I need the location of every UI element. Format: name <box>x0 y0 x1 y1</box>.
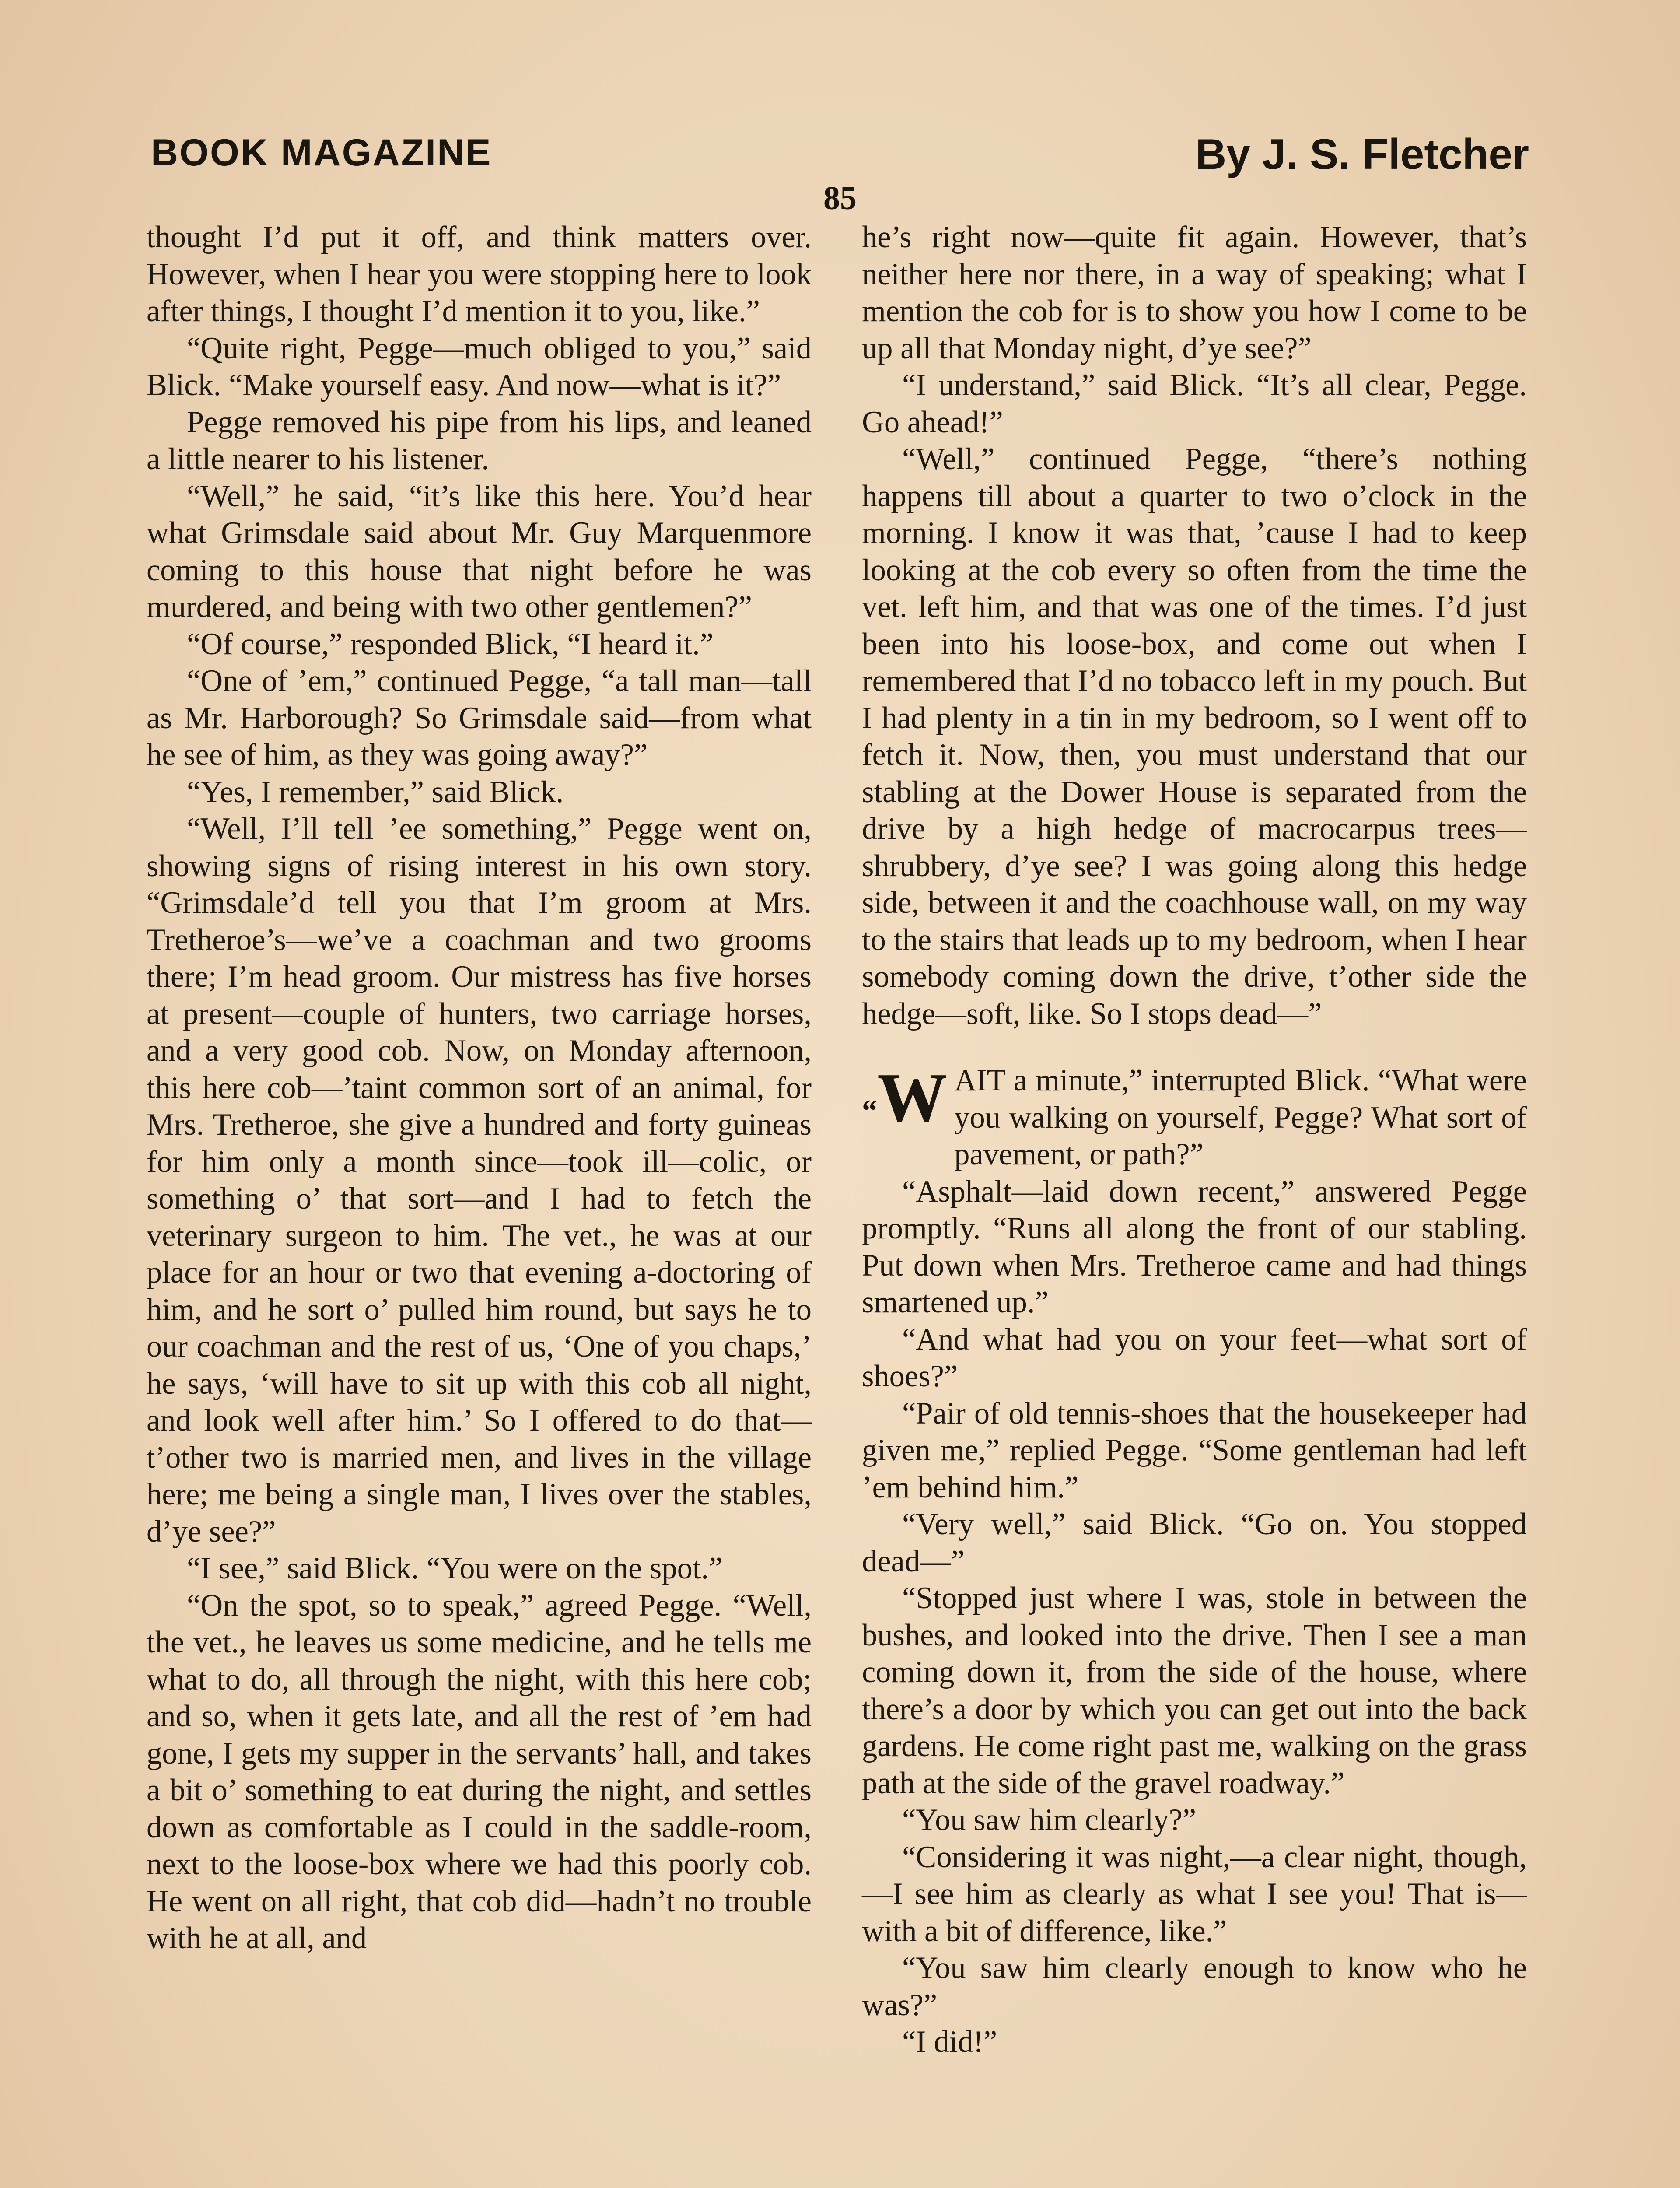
paragraph: “Well, I’ll tell ’ee something,” Pegge went on, showing signs of rising interest in his own story. “Grimsdale’d tell you that I’m groom at Mrs. Tretheroe’s—we’ve a coachman and two grooms there; I’m head groom. Our mistress has five horses at present—couple of hunters, two carriage horses, and a very good cob. Now, on Monday afternoon, this here cob—’taint common sort of an animal, for Mrs. Tretheroe, she give a hundred and forty guineas for him only a month since—took ill—colic, or something o’ that sort—and I had to fetch the veterinary surgeon to him. The vet., he was at our place for an hour or two that evening a-doctoring of him, and he sort o’ pulled him round, but says he to our coachman and the rest of us, ‘One of you chaps,’ he says, ‘will have to sit up with this cob all night, and look well after him.’ So I offered to do that—t’other two is married men, and lives in the village here; me being a single man, I lives over the stables, d’ye see?” <box>147 812 812 1549</box>
section-break <box>862 1032 1527 1062</box>
right-text-column <box>862 219 1527 2061</box>
dropcap-text: AIT a minute,” interrupted Blick. “What were you walking on yourself, Pegge? What sort of pavement, or path?” <box>954 1063 1527 1171</box>
paragraph: thought I’d put it off, and think matters over. However, when I hear you were stopping here to look after things, I thought I’d mention it to you, like.” <box>147 220 812 328</box>
paragraph: “Asphalt—laid down recent,” answered Pegge promptly. “Runs all along the front of our stabling. Put down when Mrs. Tretheroe came and had things smartened up.” <box>862 1174 1527 1319</box>
paragraph: “Of course,” responded Blick, “I heard it.” <box>187 627 714 661</box>
left-text-column <box>147 219 812 1957</box>
paragraph: he’s right now—quite fit again. However, that’s neither here nor there, in a way of speaking; what I mention the cob for is to show you how I come to be up all that Monday night, d’ye see?” <box>862 220 1527 365</box>
paragraph: “Well,” continued Pegge, “there’s nothing happens till about a quarter to two o’clock in the morning. I know it was that, ’cause I had to keep looking at the cob every so often from the time the vet. left him, and that was one of the times. I’d just been into his loose-box, and come out when I remembered that I’d no tobacco left in my pouch. But I had plenty in a tin in my bedroom, so I went off to fetch it. Now, then, you must understand that our stabling at the Dower House is separated from the drive by a high hedge of macrocarpus trees—shrubbery, d’ye see? I was going along this hedge side, between it and the coachhouse wall, on my way to the stairs that leads up to my bedroom, when I hear somebody coming down the drive, t’other side the hedge—soft, like. So I stops dead—” <box>862 442 1527 1031</box>
dropcap-letter <box>862 1059 948 1140</box>
author-byline: By J. S. Fletcher <box>1195 130 1529 178</box>
paragraph: “You saw him clearly enough to know who he was?” <box>862 1951 1527 2022</box>
paragraph: “Very well,” said Blick. “Go on. You stopped dead—” <box>862 1507 1527 1578</box>
dropcap-initial: W <box>877 1059 948 1136</box>
paragraph: “Pair of old tennis-shoes that the housekeeper had given me,” replied Pegge. “Some gentleman had left ’em behind him.” <box>862 1396 1527 1504</box>
paragraph: “Yes, I remember,” said Blick. <box>187 775 564 809</box>
paragraph: “One of ’em,” continued Pegge, “a tall man—tall as Mr. Harborough? So Grimsdale said—from what he see of him, as they was going away?” <box>147 664 812 772</box>
paragraph: “I see,” said Blick. “You were on the spot.” <box>187 1551 723 1585</box>
paragraph: “Considering it was night,—a clear night, though,—I see him as clearly as what I see you! That is—with a bit of difference, like.” <box>862 1840 1527 1948</box>
magazine-title: BOOK MAGAZINE <box>151 132 492 174</box>
paragraph: “Quite right, Pegge—much obliged to you,” said Blick. “Make yourself easy. And now—what is it?” <box>147 331 812 402</box>
page-number: 85 <box>823 180 857 217</box>
dropcap-quote-mark: “ <box>862 1094 878 1128</box>
paragraph: “I did!” <box>902 2025 998 2059</box>
paragraph: “Well,” he said, “it’s like this here. You’d hear what Grimsdale said about Mr. Guy Marquenmore coming to this house that night before he was murdered, and being with two other gentlemen?” <box>147 479 812 624</box>
paragraph: “You saw him clearly?” <box>902 1803 1197 1837</box>
paragraph: Pegge removed his pipe from his lips, and leaned a little nearer to his listener. <box>147 405 812 476</box>
paragraph: “I understand,” said Blick. “It’s all clear, Pegge. Go ahead!” <box>862 368 1527 439</box>
paragraph: “And what had you on your feet—what sort of shoes?” <box>862 1322 1527 1393</box>
paragraph: “Stopped just where I was, stole in between the bushes, and looked into the drive. Then I see a man coming down it, from the side of the house, where there’s a door by which you can get out into the back gardens. He come right past me, walking on the grass path at the side of the gravel roadway.” <box>862 1581 1527 1800</box>
paragraph: “On the spot, so to speak,” agreed Pegge. “Well, the vet., he leaves us some medicine, and he tells me what to do, all through the night, with this here cob; and so, when it gets late, and all the rest of ’em had gone, I gets my supper in the servants’ hall, and takes a bit o’ something to eat during the night, and settles down as comfortable as I could in the saddle-room, next to the loose-box where we had this poorly cob. He went on all right, that cob did—hadn’t no trouble with he at all, and <box>147 1588 812 1955</box>
dropcap-paragraph <box>862 1059 1527 1173</box>
